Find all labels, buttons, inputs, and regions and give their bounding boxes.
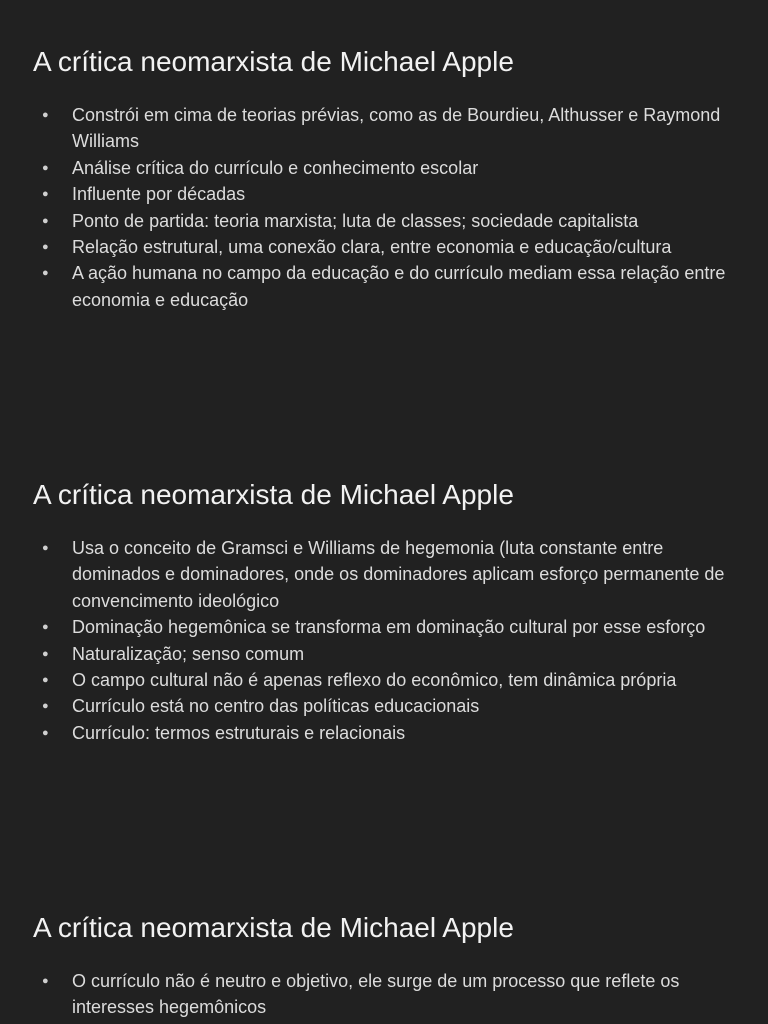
bullet-item <box>0 667 768 693</box>
bullet-icon: ● <box>42 542 49 554</box>
bullet-icon: ● <box>42 700 49 713</box>
bullet-item <box>0 641 768 667</box>
bullet-icon: ● <box>42 647 49 660</box>
bullet-text: Currículo: termos estruturais e relacionais <box>72 722 406 743</box>
bullet-item <box>0 260 768 313</box>
bullet-item <box>0 720 768 746</box>
bullet-list <box>0 968 768 1021</box>
bullet-item <box>0 102 768 155</box>
slide-title: A crítica neomarxista de Michael Apple <box>33 912 514 943</box>
bullet-item <box>0 535 768 614</box>
bullet-icon: ● <box>42 674 49 687</box>
bullet-icon: ● <box>42 214 49 227</box>
bullet-item <box>0 968 768 1021</box>
slide-title: A crítica neomarxista de Michael Apple <box>33 479 514 510</box>
bullet-item <box>0 234 768 260</box>
bullet-item <box>0 181 768 207</box>
bullet-item <box>0 693 768 719</box>
bullet-text: Dominação hegemônica se transforma em dominação cultural por esse esforço <box>72 617 706 638</box>
bullet-text: Relação estrutural, uma conexão clara, entre economia e educação/cultura <box>72 237 672 258</box>
bullet-icon: ● <box>42 188 49 201</box>
bullet-icon: ● <box>42 975 49 987</box>
bullet-text: Currículo está no centro das políticas educacionais <box>72 696 480 717</box>
bullet-icon: ● <box>42 241 49 254</box>
bullet-list <box>0 102 768 313</box>
bullet-text: O campo cultural não é apenas reflexo do econômico, tem dinâmica própria <box>72 670 677 691</box>
bullet-item <box>0 155 768 181</box>
bullet-item <box>0 208 768 234</box>
bullet-text: O currículo não é neutro e objetivo, ele surge de um processo que reflete os interesses hegemônicos <box>72 971 680 1018</box>
bullet-icon: ● <box>42 726 49 739</box>
bullet-text: Naturalização; senso comum <box>72 643 305 664</box>
bullet-text: Análise crítica do currículo e conhecimento escolar <box>72 157 479 178</box>
slide-title: A crítica neomarxista de Michael Apple <box>33 46 514 77</box>
bullet-icon: ● <box>42 267 49 280</box>
bullet-text: Usa o conceito de Gramsci e Williams de hegemonia (luta constante entre dominados e dominadores, onde os dominadores aplicam esforço permanente de convencimento ideológico <box>72 538 725 611</box>
bullet-icon: ● <box>42 109 49 121</box>
bullet-text: Influente por décadas <box>72 184 246 205</box>
bullet-icon: ● <box>42 161 49 174</box>
bullet-item <box>0 614 768 640</box>
bullet-icon: ● <box>42 621 49 634</box>
bullet-text: Constrói em cima de teorias prévias, como as de Bourdieu, Althusser e Raymond Williams <box>72 105 721 152</box>
bullet-text: Ponto de partida: teoria marxista; luta de classes; sociedade capitalista <box>72 210 639 231</box>
bullet-text: A ação humana no campo da educação e do currículo mediam essa relação entre economia e educação <box>72 263 726 310</box>
bullet-list <box>0 535 768 746</box>
